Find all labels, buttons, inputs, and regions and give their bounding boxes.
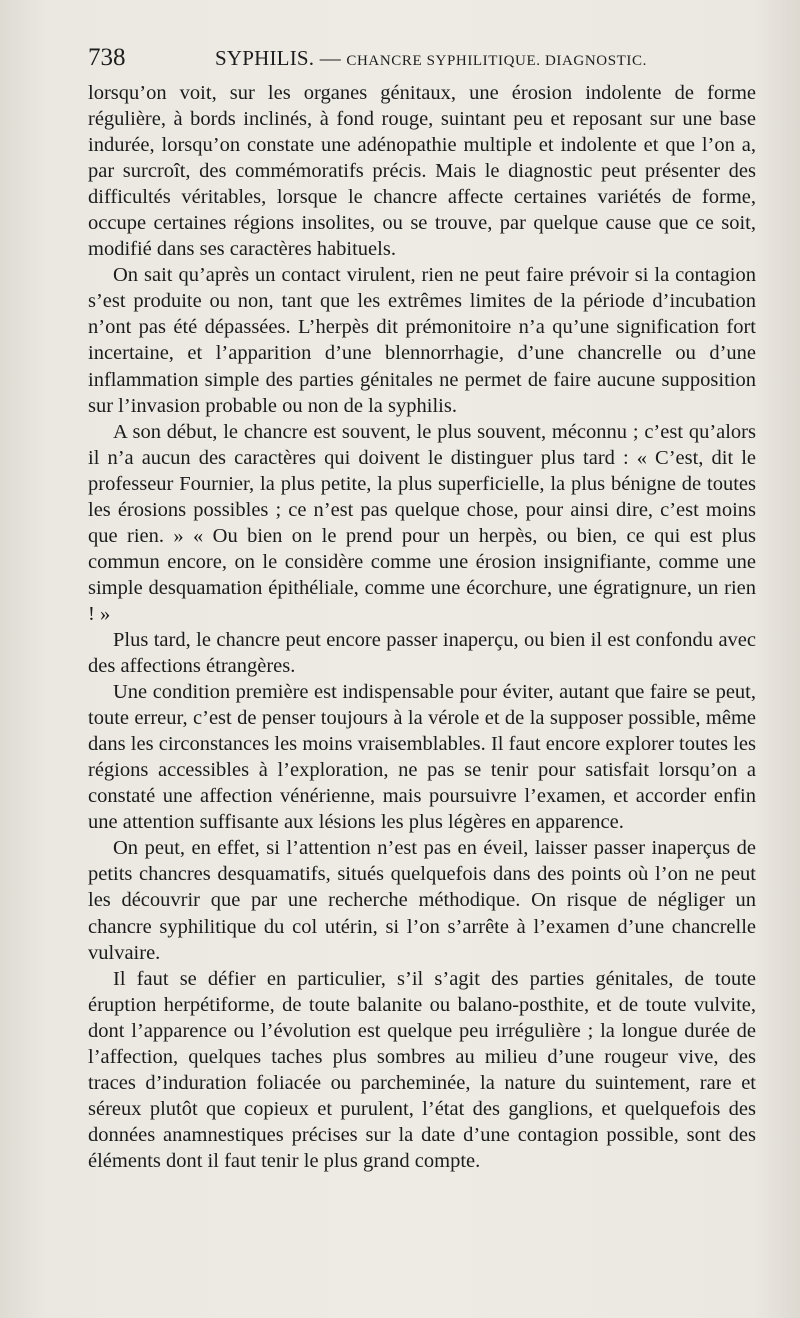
- header-separator: —: [319, 46, 341, 70]
- paragraph-2: On sait qu’après un contact virulent, rien ne peut faire prévoir si la contagion s’est produite ou non, tant que les extrêmes limites de la période d’incubation n’ont pas été dépassées. L’herpès dit prémonitoire n’a qu’une signification fort incertaine, et l’apparition d’une blennorrhagie, d’une chancrelle ou d’une inflammation simple des parties génitales ne permet de faire aucune supposition sur l’invasion probable ou non de la syphilis.: [88, 264, 756, 417]
- paragraph-1: lorsqu’on voit, sur les organes génitaux, une érosion indolente de forme régulière, à bords inclinés, à fond rouge, suintant peu et reposant sur une base indurée, lorsqu’on constate une adénopathie multiple et indolente et que l’on a, par surcroît, des commémoratifs précis. Mais le diagnostic peut présenter des difficultés véritables, lorsque le chancre affecte certaines variétés de forme, occupe certaines régions insolites, ou se trouve, par quelque cause que ce soit, modifié dans ses caractères habituels.: [88, 82, 756, 261]
- paragraph-3: A son début, le chancre est souvent, le plus souvent, méconnu ; c’est qu’alors il n’a aucun des caractères qui doivent le distinguer plus tard : « C’est, dit le professeur Fournier, la plus petite, la plus superficielle, la plus bénigne de toutes les érosions possibles ; ce n’est pas quelque chose, pour ainsi dire, c’est moins que rien. » « Ou bien on le prend pour un herpès, ou bien, ce qui est plus commun encore, on le considère comme une érosion insignifiante, comme une simple desquamation épithéliale, comme une écorchure, une égratignure, un rien ! »: [88, 420, 756, 625]
- page-number: 738: [88, 44, 126, 71]
- paragraph-7: Il faut se défier en particulier, s’il s’agit des parties génitales, de toute éruption herpétiforme, de toute balanite ou balano-posthite, et de toute vulvite, dont l’apparence ou l’évolution est quelque peu irrégulière ; la longue durée de l’affection, quelques taches plus sombres au milieu d’une rougeur vive, des traces d’induration foliacée ou parcheminée, la nature du suintement, rare et séreux plutôt que copieux et purulent, l’état des ganglions, et quelquefois des données anamnestiques précises sur la date d’une contagion possible, sont des éléments dont il faut tenir le plus grand compte.: [88, 967, 756, 1172]
- running-head: [215, 46, 647, 71]
- page-header: [88, 44, 760, 76]
- section-title: CHANCRE SYPHILITIQUE. DIAGNOSTIC.: [346, 53, 647, 69]
- paragraph-5: Une condition première est indispensable pour éviter, autant que faire se peut, toute erreur, c’est de penser toujours à la vérole et de la supposer possible, même dans les circonstances les moins vraisemblables. Il faut encore explorer toutes les régions accessibles à l’exploration, ne pas se tenir pour satisfait lorsqu’on a constaté une affection vénérienne, mais poursuivre l’examen, et accorder enfin une attention suffisante aux lésions les plus légères en apparence.: [88, 681, 756, 834]
- paragraph-4: Plus tard, le chancre peut encore passer inaperçu, ou bien il est confondu avec des affections étrangères.: [88, 628, 756, 678]
- body-text: [88, 80, 756, 1174]
- running-title: SYPHILIS.: [215, 46, 315, 70]
- paragraph-6: On peut, en effet, si l’attention n’est pas en éveil, laisser passer inaperçus de petits chancres desquamatifs, situés quelquefois dans des points où l’on ne peut les découvrir que par une recherche méthodique. On risque de négliger un chancre syphilitique du col utérin, si l’on s’arrête à l’examen d’une chancrelle vulvaire.: [88, 837, 756, 964]
